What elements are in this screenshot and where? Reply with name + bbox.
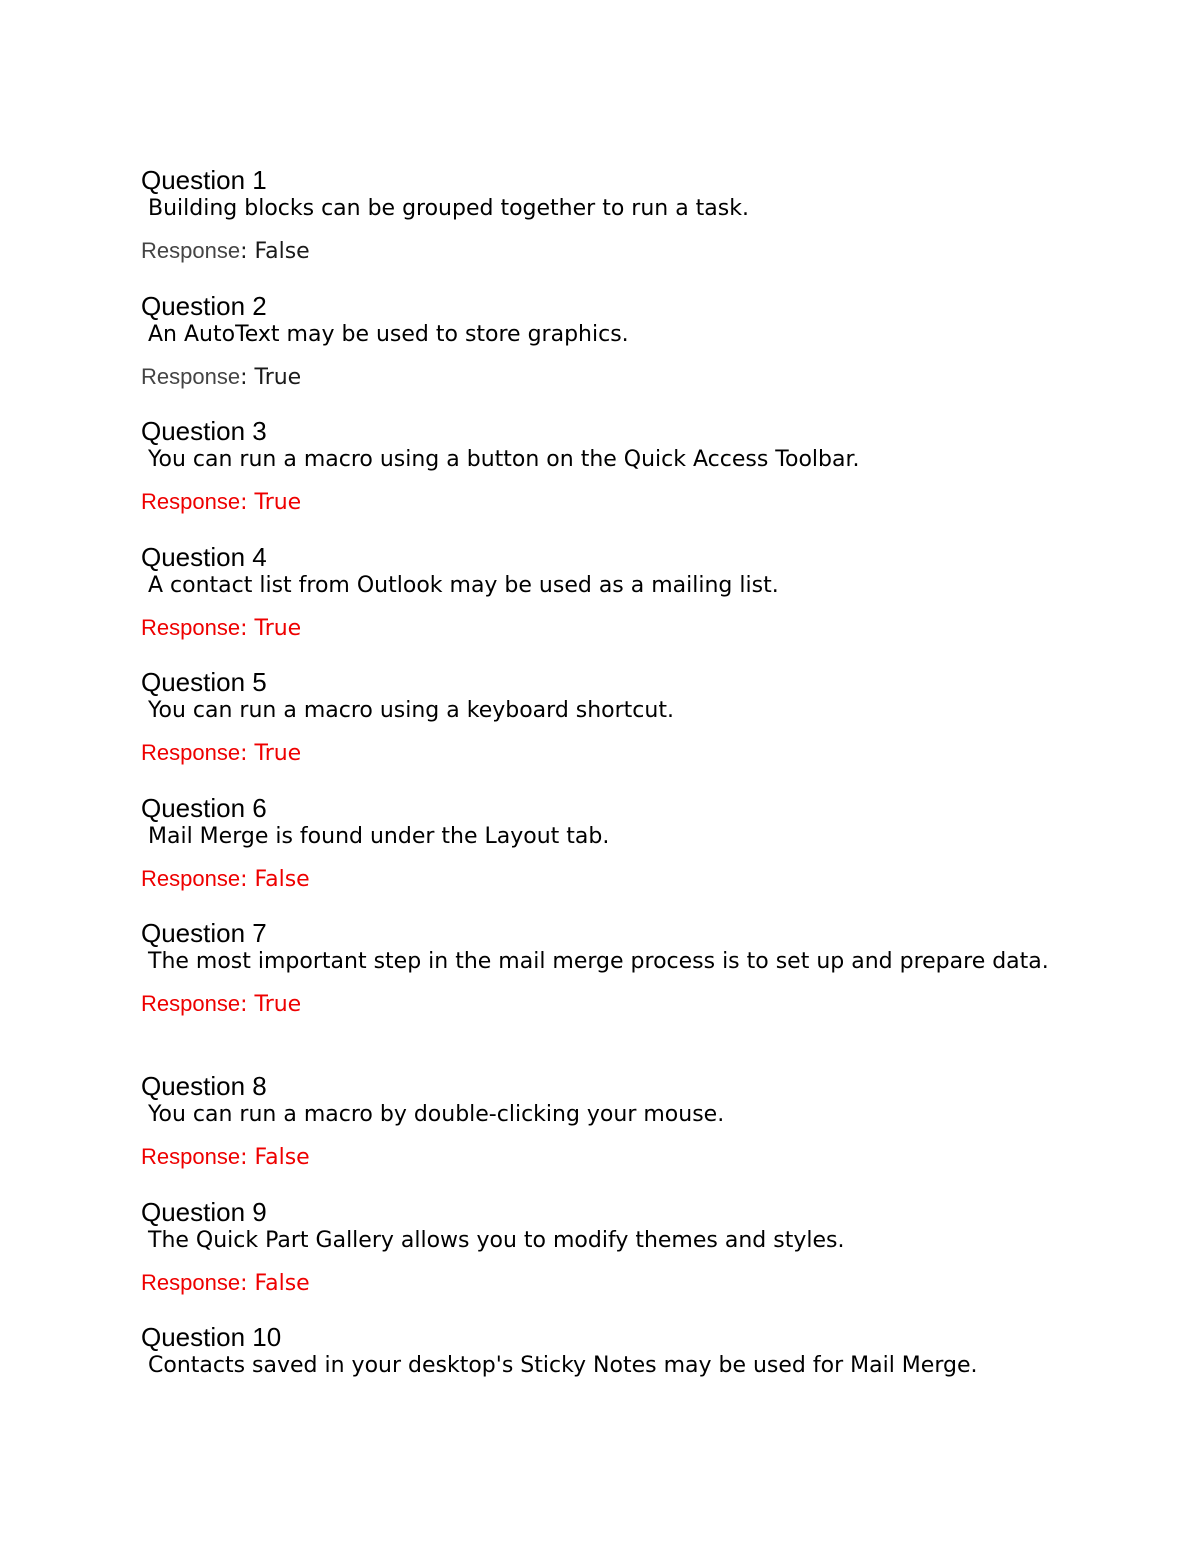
question-block-2 [141,291,1071,392]
response-line [141,1269,1071,1298]
question-title: Question 10 [141,1322,282,1352]
response-value: False [254,239,310,264]
response-separator: : [240,1271,255,1296]
question-text: Mail Merge is found under the Layout tab. [141,824,610,849]
response-label: Response [141,991,241,1016]
question-block-6 [141,793,1071,894]
response-value: True [254,992,302,1017]
response-label: Response [141,1270,241,1295]
response-line [141,488,1071,517]
response-line [141,739,1071,768]
response-value: False [254,1271,310,1296]
question-text: You can run a macro using a keyboard shortcut. [141,698,674,723]
response-value: False [254,1145,310,1170]
question-text: Building blocks can be grouped together to run a task. [141,196,749,221]
response-label: Response [141,615,241,640]
question-text: You can run a macro by double-clicking your mouse. [141,1102,725,1127]
question-block-7 [141,918,1071,1019]
response-separator: : [240,867,255,892]
response-label: Response [141,740,241,765]
question-title: Question 8 [141,1071,267,1101]
response-line [141,865,1071,894]
question-text: The Quick Part Gallery allows you to modify themes and styles. [141,1228,845,1253]
response-value: False [254,867,310,892]
response-value: True [254,490,302,515]
question-text: The most important step in the mail merge process is to set up and prepare data. [141,949,1049,974]
response-separator: : [240,992,255,1017]
question-title: Question 2 [141,291,267,321]
response-value: True [254,365,302,390]
question-block-10 [141,1322,1071,1380]
response-separator: : [240,490,255,515]
question-block-3 [141,416,1071,517]
response-line [141,1143,1071,1172]
question-block-5 [141,667,1071,768]
response-separator: : [240,1145,255,1170]
question-title: Question 5 [141,667,267,697]
response-separator: : [240,616,255,641]
response-separator: : [240,741,255,766]
response-separator: : [240,365,255,390]
question-title: Question 7 [141,918,267,948]
response-value: True [254,616,302,641]
question-block-9 [141,1197,1071,1298]
response-label: Response [141,489,241,514]
response-value: True [254,741,302,766]
question-block-8 [141,1071,1071,1172]
question-title: Question 1 [141,165,267,195]
response-label: Response [141,1144,241,1169]
response-separator: : [240,239,255,264]
question-text: Contacts saved in your desktop's Sticky Notes may be used for Mail Merge. [141,1353,978,1378]
question-title: Question 4 [141,542,267,572]
response-line [141,990,1071,1019]
question-text: An AutoText may be used to store graphics. [141,322,629,347]
response-label: Response [141,238,241,263]
response-line [141,237,1071,266]
response-line [141,614,1071,643]
question-title: Question 6 [141,793,267,823]
question-text: You can run a macro using a button on the Quick Access Toolbar. [141,447,860,472]
response-label: Response [141,364,241,389]
response-label: Response [141,866,241,891]
question-title: Question 3 [141,416,267,446]
response-line [141,363,1071,392]
question-block-4 [141,542,1071,643]
question-title: Question 9 [141,1197,267,1227]
question-block-1 [141,165,1071,266]
question-text: A contact list from Outlook may be used as a mailing list. [141,573,779,598]
